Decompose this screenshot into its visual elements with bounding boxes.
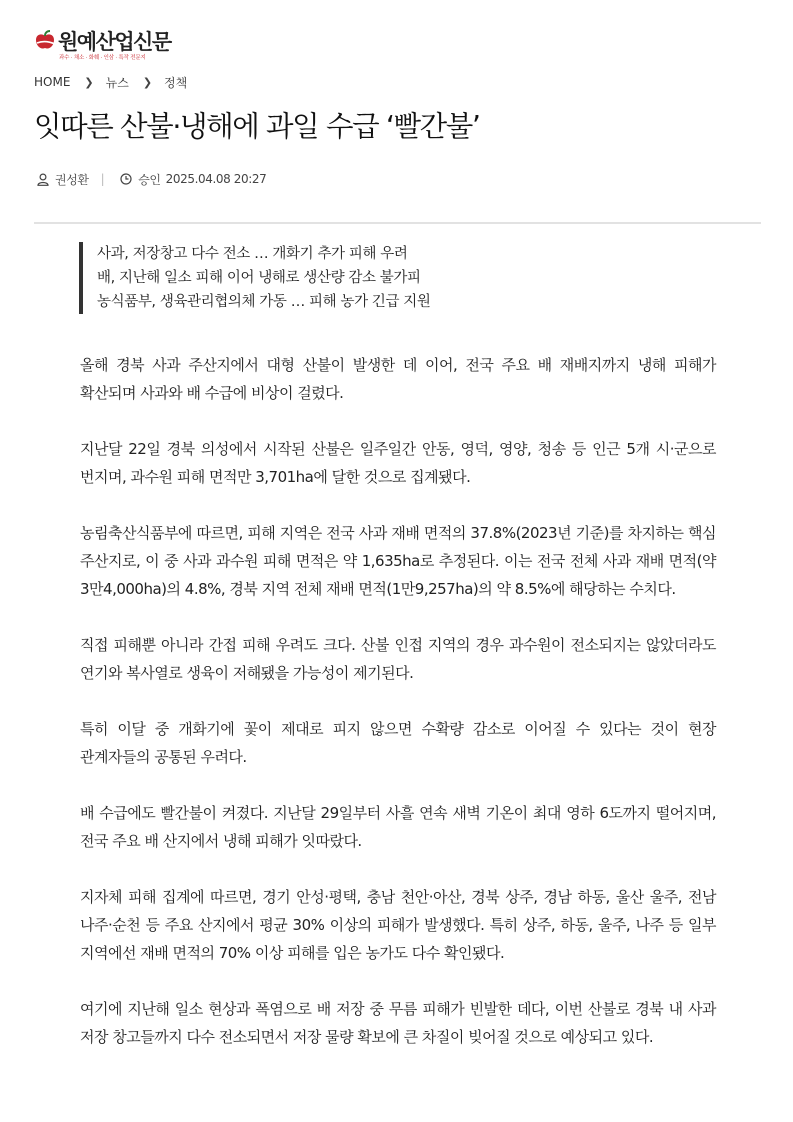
- site-logo[interactable]: [34, 26, 194, 62]
- byline-divider: |: [100, 172, 105, 186]
- paragraph: 지난달 22일 경북 의성에서 시작된 산불은 일주일간 안동, 영덕, 영양, 청송 등 인근 5개 시·군으로 번지며, 과수원 피해 면적만 3,701ha에 달한 것으로 집계됐다.: [80, 440, 716, 486]
- breadcrumb: [34, 73, 187, 91]
- header-divider: [34, 222, 761, 224]
- approved-label: 승인: [138, 172, 161, 187]
- paragraph: 직접 피해뿐 아니라 간접 피해 우려도 크다. 산불 인접 지역의 경우 과수원이 전소되지는 않았더라도 연기와 복사열로 생육이 저해됐을 가능성이 제기된다.: [80, 636, 716, 682]
- paragraph: 여기에 지난해 일소 현상과 폭염으로 배 저장 중 무름 피해가 빈발한 데다, 이번 산불로 경북 내 사과 저장 창고들까지 다수 전소되면서 저장 물량 확보에 큰 차질이 빚어질 것으로 예상되고 있다.: [80, 1000, 716, 1046]
- paragraph: 농림축산식품부에 따르면, 피해 지역은 전국 사과 재배 면적의 37.8%(2023년 기준)를 차지하는 핵심 주산지로, 이 중 사과 과수원 피해 면적은 약 1,635ha로 추정된다. 이는 전국 전체 사과 재배 면적(약 3만4,000ha)의 4.8%, 경북 지역 전체 재배 면적(1만9,257ha)의 약 8.5%에 해당하는 수치다.: [80, 524, 716, 598]
- user-icon: [37, 173, 49, 186]
- approved-date: 2025.04.08 20:27: [165, 172, 267, 186]
- paragraph: 특히 이달 중 개화기에 꽃이 제대로 피지 않으면 수확량 감소로 이어질 수 있다는 것이 현장 관계자들의 공통된 우려다.: [80, 720, 716, 766]
- subhead: 사과, 저장창고 다수 전소 … 개화기 추가 피해 우려: [97, 246, 408, 262]
- paragraph: 배 수급에도 빨간불이 켜졌다. 지난달 29일부터 사흘 연속 새벽 기온이 최대 영하 6도까지 떨어지며, 전국 주요 배 산지에서 냉해 피해가 잇따랐다.: [80, 804, 716, 850]
- site-name: 원예산업신문: [58, 30, 171, 54]
- article-body: [80, 351, 716, 1079]
- breadcrumb-news[interactable]: 뉴스: [105, 75, 129, 90]
- apple-logo-icon: [34, 30, 56, 52]
- subhead: 배, 지난해 일소 피해 이어 냉해로 생산량 감소 불가피: [97, 270, 421, 286]
- chevron-right-icon: ❯: [142, 75, 153, 89]
- paragraph: 올해 경북 사과 주산지에서 대형 산불이 발생한 데 이어, 전국 주요 배 재배지까지 냉해 피해가 확산되며 사과와 배 수급에 비상이 걸렸다.: [80, 356, 716, 402]
- breadcrumb-home[interactable]: HOME: [34, 75, 71, 89]
- clock-icon: [120, 173, 132, 185]
- article-title: 잇따른 산불·냉해에 과일 수급 ‘빨간불’: [34, 110, 480, 143]
- chevron-right-icon: ❯: [84, 75, 94, 89]
- paragraph: 지자체 피해 집계에 따르면, 경기 안성·평택, 충남 천안·아산, 경북 상주, 경남 하동, 울산 울주, 전남 나주·순천 등 주요 산지에서 평균 30% 이상의 피해가 발생했다. 특히 상주, 하동, 울주, 나주 등 일부 지역에선 재배 면적의 70% 이상 피해를 입은 농가도 다수 확인됐다.: [80, 888, 716, 962]
- article-subheads: [79, 242, 431, 314]
- author-name[interactable]: 권성환: [55, 172, 89, 187]
- article-byline: [37, 170, 266, 188]
- subhead: 농식품부, 생육관리협의체 가동 … 피해 농가 긴급 지원: [97, 294, 431, 310]
- site-tagline: 과수 · 채소 · 화훼 · 인삼 · 특작 전문지: [59, 55, 146, 61]
- breadcrumb-policy[interactable]: 정책: [164, 75, 188, 90]
